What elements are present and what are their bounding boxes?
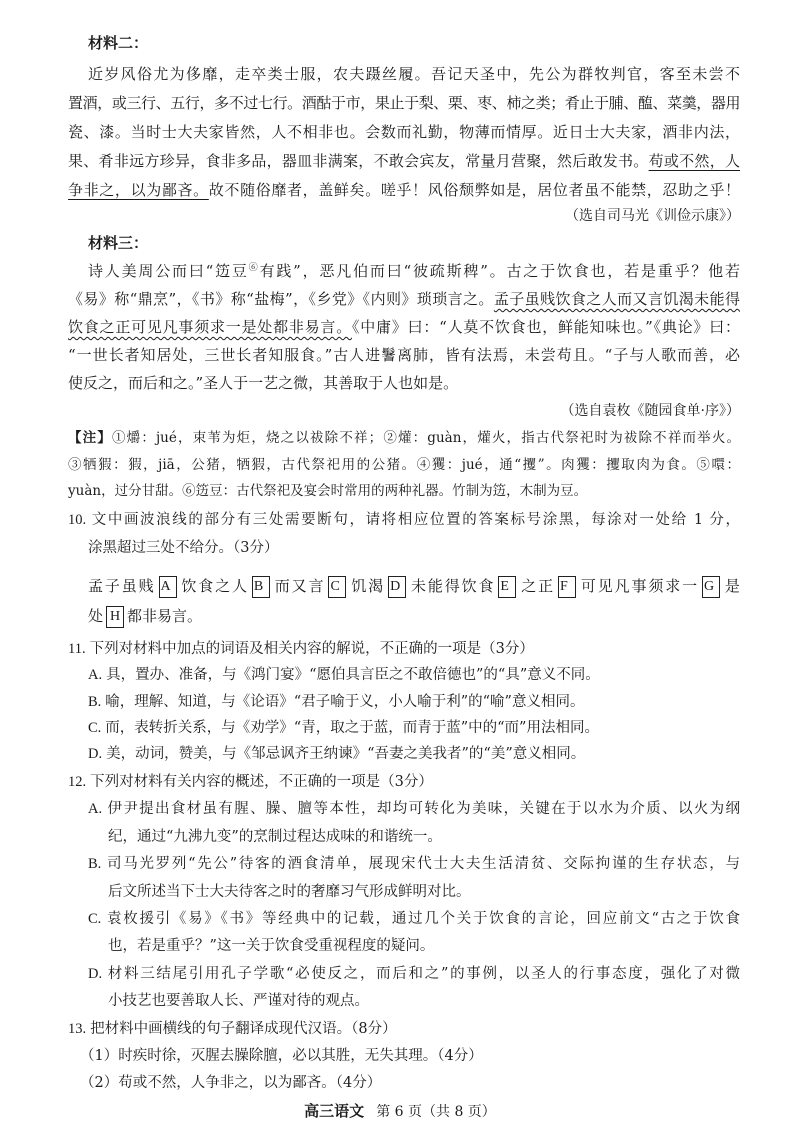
option-c-continued (68, 933, 740, 960)
passage-line (68, 147, 740, 176)
notes-text: ③牺猳：猳，jiā，公猪，牺猳，古代祭祀用的公猪。④玃：jué，通“攫”。肉玃：攫取肉为食。⑤噮： (68, 456, 740, 473)
material3-source: （选自袁枚《随园食单·序》） (560, 403, 740, 419)
underlined-sentence: 苟或不然，人 (648, 152, 740, 170)
material3-heading: 材料三： (88, 234, 149, 252)
answer-box-b: B (252, 576, 270, 598)
option-label: D. (88, 965, 103, 982)
translation-item-1 (68, 1043, 740, 1070)
passage-text: 《中庸》曰：“人莫不饮食也，鲜能知味也。”《典论》曰： (351, 318, 740, 336)
sentence-break-line (68, 601, 740, 631)
answer-box-g: G (702, 576, 720, 598)
question-stem: 下列对材料中加点的词语及相关内容的解说，不正确的一项是（3分） (89, 641, 534, 657)
option-label: B. (88, 856, 102, 873)
footer-subject: 高三语文 (304, 1102, 365, 1120)
sentence-break-line (68, 571, 740, 601)
answer-box-d: D (388, 576, 406, 598)
option-b (68, 851, 740, 878)
question-stem: 把材料中画横线的句子翻译成现代汉语。（8分） (90, 1021, 397, 1037)
material3-passage (68, 257, 740, 397)
passage-line (68, 369, 740, 397)
passage-line (68, 176, 740, 205)
option-text: 司马光罗列“先公”待客的酒食清单，展现宋代士大夫生活清贫、交际拘谨的生存状态，与 (105, 856, 740, 873)
footer-page-number: 第 6 页（共 8 页） (376, 1104, 496, 1120)
option-a (68, 662, 740, 688)
question-stem: 下列对材料有关内容的概述，不正确的一项是（3分） (90, 774, 433, 790)
page-footer (0, 1099, 800, 1124)
annotation-notes (68, 425, 740, 505)
wavy-underlined-passage: 孟子虽贱饮食之人而又言饥渴未能得 (493, 290, 740, 308)
option-text: 后文所述当下士大夫待客之时的奢靡习气形成鲜明对比。 (108, 883, 471, 900)
question-stem-line (68, 506, 740, 534)
passage-text: 诗人美周公而曰“笾豆 (88, 262, 249, 280)
option-label: A. (88, 667, 103, 684)
passage-line (68, 118, 740, 147)
sentence-segment: 可见凡事须求一 (579, 577, 700, 595)
passage-line (68, 257, 740, 285)
passage-text: 有践”，恶凡伯而曰“彼疏斯稗”。古之于饮食也，若是重乎？他若 (259, 262, 740, 280)
passage-line (68, 89, 740, 118)
question-stem-line (68, 534, 740, 562)
option-d (68, 741, 740, 767)
footnote-marker: ⑥ (248, 263, 260, 273)
option-text: 具，置办、准备，与《鸿门宴》“愿伯具言臣之不敢倍德也”的“具”意义不同。 (106, 667, 600, 684)
option-b-continued (68, 879, 740, 906)
notes-label: 【注】 (68, 430, 112, 446)
option-d-continued (68, 988, 740, 1015)
question-10-options (68, 571, 740, 631)
option-label: C. (88, 719, 102, 736)
option-a (68, 796, 740, 823)
option-label: D. (88, 746, 103, 763)
option-c (68, 906, 740, 933)
question-10 (68, 506, 740, 562)
underlined-sentence: 争非之，以为鄙吝。 (68, 181, 209, 199)
sentence-segment: 饥渴 (349, 577, 386, 595)
option-text: 纪，通过“九沸九变”的烹制过程达成味的和谐统一。 (108, 828, 442, 845)
option-text: 小技艺也要善取人长、严谨对待的观点。 (108, 993, 369, 1010)
translation-text: （1）时疾时徐，灭腥去臊除膻，必以其胜，无失其理。（4分） (80, 1048, 483, 1064)
wavy-underlined-passage: 饮食之正可见凡事须求一是处都非易言。 (68, 318, 352, 336)
sentence-segment: 孟子虽贱 (88, 577, 156, 595)
passage-text: 使反之，而后和之。”圣人于一艺之微，其善取于人也如是。 (68, 374, 459, 392)
material2-source: （选自司马光《训俭示康》） (565, 208, 740, 224)
question-number: 13. (68, 1021, 87, 1037)
sentence-segment: 未能得饮食 (409, 577, 496, 595)
option-b (68, 689, 740, 715)
answer-box-c: C (328, 576, 346, 598)
notes-line (68, 478, 740, 505)
notes-text: yuàn，过分甘甜。⑥笾豆：古代祭祀及宴会时常用的两种礼器。竹制为笾，木制为豆。 (68, 483, 588, 499)
passage-line (68, 60, 740, 89)
option-text: 也，若是重乎？”这一关于饮食受重视程度的疑问。 (108, 938, 435, 955)
answer-box-h: H (106, 606, 124, 628)
passage-text: 瓷、漆。当时士大夫家皆然，人不相非也。会数而礼勤，物薄而情厚。近日士大夫家，酒非内法， (68, 123, 740, 141)
passage-text: “一世长者知居处，三世长者知服食。”古人进鬐离肺，皆有法焉，未尝苟且。“子与人歌而善，必 (68, 346, 740, 364)
passage-line (68, 341, 740, 369)
sentence-segment: 之正 (519, 577, 555, 595)
answer-box-e: E (498, 576, 516, 598)
sentence-segment: 处 (88, 607, 104, 625)
passage-line (68, 313, 740, 341)
option-text: 伊尹提出食材虽有腥、臊、膻等本性，却均可转化为美味，关键在于以水为介质、以火为纲 (106, 801, 740, 818)
question-11 (68, 636, 740, 767)
option-c (68, 715, 740, 741)
material2-heading: 材料二： (88, 34, 149, 52)
passage-text: 《易》称“鼎烹”，《书》称“盐梅”，《乡党》《内则》琐琐言之。 (68, 290, 494, 308)
passage-text: 故不随俗靡者，盖鲜矣。嗟乎！风俗颓弊如是，居位者虽不能禁，忍助之乎！ (208, 181, 740, 199)
sentence-segment: 是 (723, 577, 740, 595)
option-label: C. (88, 911, 102, 928)
question-stem-line (68, 1016, 740, 1043)
question-13 (68, 1016, 740, 1097)
option-label: B. (88, 693, 102, 710)
sentence-segment: 都非易言。 (127, 607, 203, 625)
answer-box-f: F (558, 576, 576, 598)
option-label: A. (88, 801, 103, 818)
option-text: 材料三结尾引用孔子学歌“必使反之，而后和之”的事例，以圣人的行事态度，强化了对微 (106, 965, 740, 982)
question-number: 12. (68, 774, 87, 790)
passage-text: 置酒，或三行、五行，多不过七行。酒酤于市，果止于梨、栗、枣、柿之类；肴止于脯、醢、菜羹，器用 (68, 94, 740, 112)
question-stem: 文中画波浪线的部分有三处需要断句，请将相应位置的答案标号涂黑，每涂对一处给 1 分， (90, 512, 740, 528)
passage-text: 近岁风俗尤为侈靡，走卒类士服，农夫蹑丝履。吾记天圣中，先公为群牧判官，客至未尝不 (88, 65, 740, 83)
option-d (68, 961, 740, 988)
question-12 (68, 769, 740, 1016)
question-stem-line (68, 636, 740, 662)
sentence-segment: 而又言 (272, 577, 326, 595)
option-text: 袁枚援引《易》《书》等经典中的记载，通过几个关于饮食的言论，回应前文“古之于饮食 (105, 911, 740, 928)
question-stem: 涂黑超过三处不给分。（3分） (88, 540, 279, 556)
notes-line (68, 425, 740, 452)
question-number: 11. (68, 641, 86, 657)
question-number: 10. (68, 512, 87, 528)
passage-text: 果、肴非远方珍异，食非多品，器皿非满案，不敢会宾友，常量月营聚，然后敢发书。 (68, 152, 649, 170)
translation-item-2 (68, 1070, 740, 1097)
option-text: 喻，理解、知道，与《论语》“君子喻于义，小人喻于利”的“喻”意义相同。 (105, 693, 585, 710)
translation-text: （2）苟或不然，人争非之，以为鄙吝。（4分） (80, 1075, 382, 1091)
notes-text: ①爝：jué，束苇为炬，烧之以祓除不祥；②爟：guàn，爟火，指古代祭祀时为祓除不祥而举火。 (112, 430, 741, 446)
sentence-segment: 饮食之人 (179, 577, 249, 595)
option-a-continued (68, 824, 740, 851)
option-text: 美，动词，赞美，与《邹忌讽齐王纳谏》“吾妻之美我者”的“美”意义相同。 (106, 746, 586, 763)
passage-line (68, 285, 740, 313)
material2-passage (68, 60, 740, 205)
notes-line (68, 452, 740, 479)
answer-box-a: A (159, 576, 177, 598)
question-stem-line (68, 769, 740, 796)
option-text: 而，表转折关系，与《劝学》“青，取之于蓝，而青于蓝”中的“而”用法相同。 (105, 719, 599, 736)
